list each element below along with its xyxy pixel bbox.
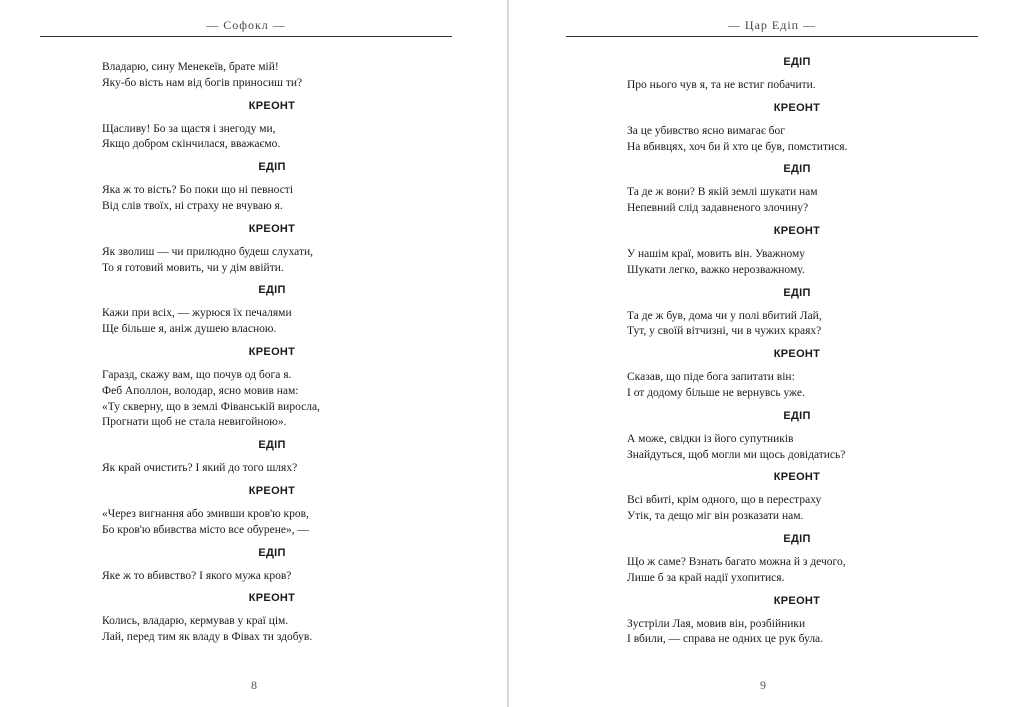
verse-line: Від слів твоїх, ні страху не вчуваю я.: [102, 199, 283, 212]
right-page: [509, 0, 1016, 707]
dialogue-block: [102, 282, 442, 338]
verse-line: І от додому більше не вернувсь уже.: [627, 386, 805, 399]
verse-line: Прогнати щоб не стала невигойною».: [102, 416, 287, 429]
dialogue-block: [627, 593, 967, 649]
verse-line: Утік, та дещо міг він розказати нам.: [627, 510, 804, 523]
verse-line: Ще більше я, аніж душею власною.: [102, 323, 277, 336]
dialogue-block: [102, 60, 442, 92]
dialogue-block: [102, 545, 442, 585]
verse-line: Яке ж то вбивство? І якого мужа кров?: [102, 569, 292, 582]
speaker-name: КРЕОНТ: [773, 471, 821, 484]
dialogue-block: [102, 590, 442, 646]
speaker-name: ЕДІП: [258, 284, 286, 297]
speaker-name: КРЕОНТ: [773, 224, 821, 237]
dialogue-block: [102, 98, 442, 154]
page-number-left: 8: [251, 678, 257, 692]
verse-line: То я готовий мовить, чи у дім ввійти.: [102, 261, 284, 274]
verse-line: Та де ж був, дома чи у полі вбитий Лай,: [627, 309, 822, 322]
dialogue-block: [627, 54, 967, 94]
verse-line: Владарю, сину Менекеїв, брате мій!: [102, 61, 279, 73]
speaker-name: КРЕОНТ: [248, 99, 296, 112]
speaker-name: КРЕОНТ: [248, 484, 296, 497]
page-number-right: 9: [760, 678, 766, 692]
verse-line: Знайдуться, щоб могли ми щось довідатись?: [627, 448, 846, 461]
running-header-right: — Цар Едіп —: [727, 18, 817, 32]
verse-line: Лай, перед тим як владу в Фівах ти здобув.: [102, 631, 313, 644]
speaker-name: ЕДІП: [783, 409, 811, 422]
verse-line: Про нього чув я, та не встиг побачити.: [627, 79, 816, 91]
verse-line: Непевний слід задавненого злочину?: [627, 202, 809, 215]
dialogue-block: [102, 221, 442, 277]
speaker-name: КРЕОНТ: [773, 348, 821, 361]
verse-line: Колись, владарю, кермував у краї цім.: [102, 615, 289, 628]
dialogue-block: [627, 285, 967, 341]
speaker-name: ЕДІП: [258, 161, 286, 174]
dialogue-block: [627, 223, 967, 279]
verse-line: Шукати легко, важко нерозважному.: [627, 263, 805, 276]
dialogue-block: [102, 437, 442, 477]
verse-line: Та де ж вони? В якій землі шукати нам: [627, 186, 818, 199]
verse-line: Кажи при всіх, — журюся їх печалями: [102, 307, 292, 320]
dialogue-block: [102, 344, 442, 431]
verse-line: А може, свідки із його супутників: [627, 432, 794, 445]
header-rule-right: [566, 36, 978, 37]
dialogue-block: [627, 469, 967, 525]
verse-line: Гаразд, скажу вам, що почув од бога я.: [102, 368, 292, 381]
verse-line: Яку-бо вість нам від богів приносиш ти?: [102, 76, 303, 89]
verse-line: «Через вигнання або змивши кров'ю кров,: [102, 507, 309, 520]
verse-line: У нашім краї, мовить він. Уважному: [627, 247, 806, 260]
verse-line: Сказав, що піде бога запитати він:: [627, 371, 795, 384]
verse-line: Феб Аполлон, володар, ясно мовив нам:: [102, 384, 299, 397]
dialogue-block: [627, 161, 967, 217]
running-header-left: — Софокл —: [206, 18, 286, 32]
speaker-name: ЕДІП: [783, 56, 811, 68]
dialogue-block: [102, 159, 442, 215]
speaker-name: ЕДІП: [783, 532, 811, 545]
speaker-name: ЕДІП: [783, 163, 811, 176]
verse-line: Яка ж то вість? Бо поки що ні певності: [102, 184, 294, 197]
verse-line: Зустріли Лая, мовив він, розбійники: [627, 617, 806, 630]
verse-line: І вбили, — справа не одних це рук була.: [627, 633, 824, 646]
dialogue-block: [627, 346, 967, 402]
right-page-text: [627, 56, 967, 648]
speaker-name: ЕДІП: [258, 439, 286, 452]
verse-line: «Ту скверну, що в землі Фіванській виросла,: [102, 400, 320, 413]
speaker-name: КРЕОНТ: [248, 592, 296, 605]
verse-line: Якщо добром скінчилася, вважаємо.: [102, 138, 281, 151]
dialogue-block: [102, 483, 442, 539]
verse-line: На вбивцях, хоч би й хто це був, помститися.: [627, 140, 848, 153]
verse-line: Як зволиш — чи прилюдно будеш слухати,: [102, 245, 314, 258]
speaker-name: ЕДІП: [258, 546, 286, 559]
verse-line: Як край очистить? І який до того шлях?: [102, 462, 298, 475]
header-rule-left: [40, 36, 452, 37]
dialogue-block: [627, 531, 967, 587]
verse-line: Що ж саме? Взнать багато можна й з дечого,: [627, 555, 846, 568]
speaker-name: КРЕОНТ: [248, 222, 296, 235]
verse-line: За це убивство ясно вимагає бог: [627, 124, 785, 137]
speaker-name: КРЕОНТ: [248, 345, 296, 358]
dialogue-block: [627, 100, 967, 156]
verse-line: Бо кров'ю вбивства місто все обурене», —: [102, 523, 310, 536]
verse-line: Лише б за край надії ухопитися.: [627, 571, 785, 584]
speaker-name: КРЕОНТ: [773, 101, 821, 114]
speaker-name: ЕДІП: [783, 286, 811, 299]
verse-line: Тут, у своїй вітчизні, чи в чужих краях?: [627, 325, 822, 338]
verse-line: Щасливу! Бо за щастя і знегоду ми,: [102, 122, 276, 135]
verse-line: Всі вбиті, крім одного, що в перестраху: [627, 494, 822, 507]
dialogue-block: [627, 408, 967, 464]
left-page-text: [102, 60, 442, 646]
speaker-name: КРЕОНТ: [773, 594, 821, 607]
